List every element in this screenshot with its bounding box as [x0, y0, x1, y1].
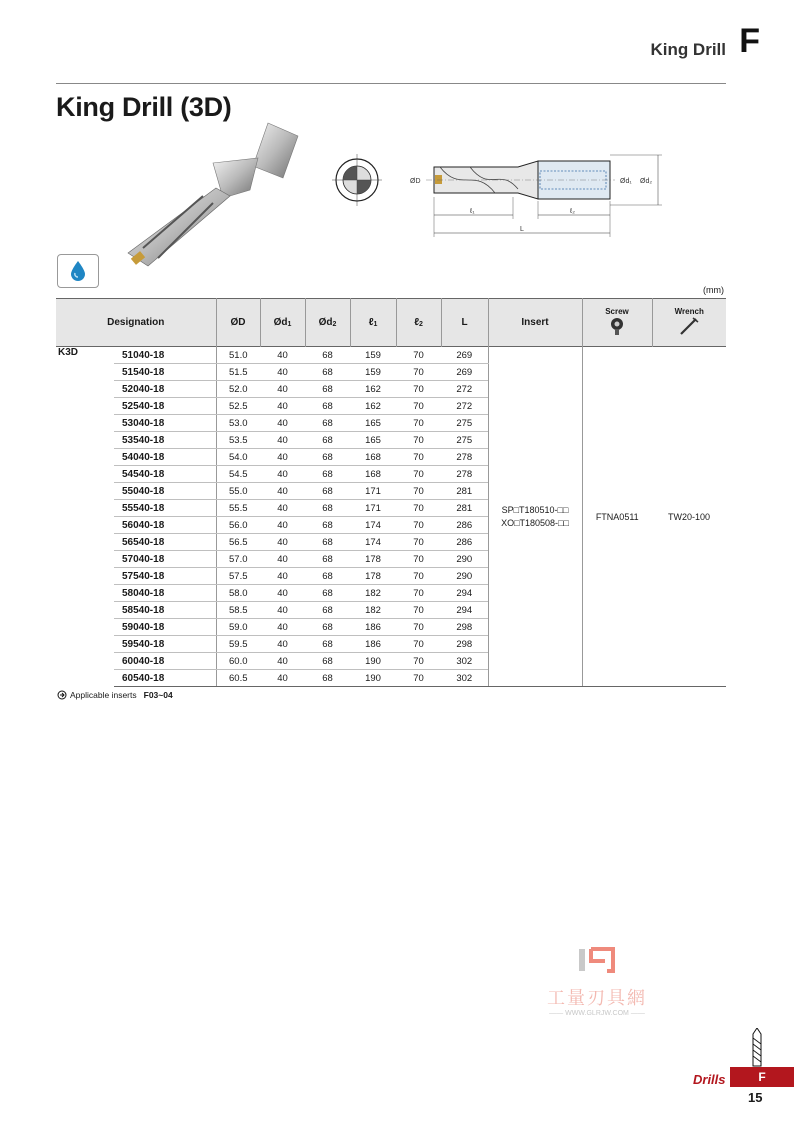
designation-cell: 56540-18 — [114, 534, 216, 551]
od-cell: 51.5 — [216, 364, 260, 381]
watermark-logo — [577, 945, 617, 975]
page-title: King Drill (3D) — [56, 92, 232, 122]
l1-cell: 182 — [350, 585, 396, 602]
drill-product-image — [118, 118, 308, 273]
od1-cell: 40 — [260, 517, 305, 534]
L-cell: 272 — [441, 398, 488, 415]
l1-cell: 186 — [350, 619, 396, 636]
L-cell: 278 — [441, 466, 488, 483]
coolant-through-badge — [57, 254, 99, 288]
l2-cell: 70 — [396, 568, 441, 585]
od2-cell: 68 — [305, 585, 350, 602]
od2-cell: 68 — [305, 500, 350, 517]
series-code: K3D — [58, 347, 79, 358]
l2-cell: 70 — [396, 347, 441, 364]
screw-label: Screw — [605, 306, 629, 316]
L-cell: 302 — [441, 653, 488, 670]
l1-cell: 190 — [350, 670, 396, 687]
L-cell: 294 — [441, 585, 488, 602]
l1-cell: 159 — [350, 347, 396, 364]
designation-cell: 53540-18 — [114, 432, 216, 449]
od2-cell: 68 — [305, 517, 350, 534]
designation-cell: 58040-18 — [114, 585, 216, 602]
page-number: 15 — [748, 1090, 763, 1105]
L-cell: 269 — [441, 364, 488, 381]
L-cell: 275 — [441, 415, 488, 432]
od2-cell: 68 — [305, 398, 350, 415]
header-l1: ℓ1 — [350, 299, 396, 347]
od-cell: 58.0 — [216, 585, 260, 602]
od-cell: 54.0 — [216, 449, 260, 466]
od-cell: 56.0 — [216, 517, 260, 534]
designation-cell: 59540-18 — [114, 636, 216, 653]
designation-cell: 57040-18 — [114, 551, 216, 568]
l1-cell: 190 — [350, 653, 396, 670]
dimension-diagram — [400, 145, 670, 240]
od1-cell: 40 — [260, 432, 305, 449]
od1-cell: 40 — [260, 381, 305, 398]
od-cell: 59.0 — [216, 619, 260, 636]
l1-cell: 171 — [350, 500, 396, 517]
note-text: Applicable inserts — [70, 690, 137, 700]
l2-cell: 70 — [396, 517, 441, 534]
od1-cell: 40 — [260, 500, 305, 517]
l2-cell: 70 — [396, 551, 441, 568]
l1-cell: 182 — [350, 602, 396, 619]
od1-label: Ød₁ — [620, 178, 632, 185]
L-cell: 281 — [441, 483, 488, 500]
watermark-url: —— WWW.GLRJW.COM —— — [549, 1010, 645, 1017]
od2-cell: 68 — [305, 466, 350, 483]
screw-cell: FTNA0511 — [582, 347, 652, 687]
arrow-circle-icon — [57, 690, 67, 700]
l2-label: ℓ₂ — [570, 208, 575, 215]
l2-cell: 70 — [396, 432, 441, 449]
table-header-row — [56, 299, 726, 347]
od-cell: 53.5 — [216, 432, 260, 449]
od2-cell: 68 — [305, 364, 350, 381]
watermark — [527, 945, 667, 1017]
header-l2: ℓ2 — [396, 299, 441, 347]
od-cell: 53.0 — [216, 415, 260, 432]
l1-cell: 171 — [350, 483, 396, 500]
note-ref[interactable]: F03~04 — [143, 690, 173, 700]
header-divider — [56, 83, 726, 84]
wrench-label: Wrench — [674, 306, 704, 316]
drill-bit-icon — [752, 1028, 762, 1068]
l1-cell: 178 — [350, 551, 396, 568]
L-cell: 298 — [441, 619, 488, 636]
designation-cell: 52040-18 — [114, 381, 216, 398]
footer-section-tab[interactable]: F — [730, 1067, 794, 1087]
od1-cell: 40 — [260, 670, 305, 687]
designation-cell: 53040-18 — [114, 415, 216, 432]
l2-cell: 70 — [396, 670, 441, 687]
od2-cell: 68 — [305, 381, 350, 398]
L-cell: 294 — [441, 602, 488, 619]
designation-cell: 56040-18 — [114, 517, 216, 534]
l2-cell: 70 — [396, 449, 441, 466]
od1-cell: 40 — [260, 619, 305, 636]
l1-label: ℓ₁ — [470, 208, 475, 215]
l2-cell: 70 — [396, 415, 441, 432]
designation-cell: 51040-18 — [114, 347, 216, 364]
od1-cell: 40 — [260, 568, 305, 585]
od-cell: 52.5 — [216, 398, 260, 415]
drill-end-view-diagram — [330, 150, 385, 210]
designation-cell: 58540-18 — [114, 602, 216, 619]
L-label: L — [520, 226, 524, 233]
L-cell: 286 — [441, 517, 488, 534]
od1-cell: 40 — [260, 483, 305, 500]
od-cell: 56.5 — [216, 534, 260, 551]
l1-cell: 162 — [350, 398, 396, 415]
l1-cell: 186 — [350, 636, 396, 653]
od-cell: 60.0 — [216, 653, 260, 670]
designation-cell: 55040-18 — [114, 483, 216, 500]
L-cell: 298 — [441, 636, 488, 653]
od-cell: 52.0 — [216, 381, 260, 398]
l2-cell: 70 — [396, 381, 441, 398]
l2-cell: 70 — [396, 483, 441, 500]
l1-cell: 165 — [350, 432, 396, 449]
section-letter: F — [739, 22, 760, 60]
L-cell: 278 — [441, 449, 488, 466]
insert-code: XO□T180508-□□ — [501, 518, 569, 528]
coolant-drop-icon — [70, 260, 86, 282]
l1-cell: 174 — [350, 517, 396, 534]
od-cell: 57.5 — [216, 568, 260, 585]
od1-cell: 40 — [260, 602, 305, 619]
od2-cell: 68 — [305, 347, 350, 364]
od1-cell: 40 — [260, 415, 305, 432]
l2-cell: 70 — [396, 466, 441, 483]
header-od1: Ød1 — [260, 299, 305, 347]
designation-cell: 51540-18 — [114, 364, 216, 381]
od2-label: Ød₂ — [640, 178, 653, 185]
L-cell: 290 — [441, 551, 488, 568]
designation-cell: 60540-18 — [114, 670, 216, 687]
od-cell: 58.5 — [216, 602, 260, 619]
od2-cell: 68 — [305, 483, 350, 500]
L-cell: 290 — [441, 568, 488, 585]
od1-cell: 40 — [260, 364, 305, 381]
screw-icon — [609, 316, 625, 336]
watermark-chinese: 工量刃具網 — [547, 988, 647, 1008]
od-cell: 57.0 — [216, 551, 260, 568]
l2-cell: 70 — [396, 619, 441, 636]
L-cell: 302 — [441, 670, 488, 687]
od1-cell: 40 — [260, 551, 305, 568]
l1-cell: 174 — [350, 534, 396, 551]
od1-cell: 40 — [260, 585, 305, 602]
l2-cell: 70 — [396, 602, 441, 619]
header-screw — [582, 299, 652, 347]
l1-cell: 168 — [350, 466, 396, 483]
od-cell: 55.5 — [216, 500, 260, 517]
header-L: L — [441, 299, 488, 347]
designation-cell: 54040-18 — [114, 449, 216, 466]
od2-cell: 68 — [305, 449, 350, 466]
header-wrench — [652, 299, 726, 347]
L-cell: 286 — [441, 534, 488, 551]
od1-cell: 40 — [260, 347, 305, 364]
od2-cell: 68 — [305, 534, 350, 551]
footer-section-label: Drills — [693, 1072, 726, 1087]
header-od: ØD — [216, 299, 260, 347]
l2-cell: 70 — [396, 585, 441, 602]
od2-cell: 68 — [305, 551, 350, 568]
L-cell: 275 — [441, 432, 488, 449]
header-insert: Insert — [488, 299, 582, 347]
od-cell: 51.0 — [216, 347, 260, 364]
wrench-icon — [678, 316, 700, 336]
l1-cell: 165 — [350, 415, 396, 432]
designation-cell: 59040-18 — [114, 619, 216, 636]
od2-cell: 68 — [305, 670, 350, 687]
designation-cell: 57540-18 — [114, 568, 216, 585]
od2-cell: 68 — [305, 653, 350, 670]
l1-cell: 178 — [350, 568, 396, 585]
designation-cell: 60040-18 — [114, 653, 216, 670]
od-cell: 60.5 — [216, 670, 260, 687]
wrench-cell: TW20-100 — [652, 347, 726, 687]
od2-cell: 68 — [305, 415, 350, 432]
l2-cell: 70 — [396, 653, 441, 670]
unit-label: (mm) — [703, 285, 724, 295]
designation-cell: 55540-18 — [114, 500, 216, 517]
spec-table — [56, 298, 726, 687]
od1-cell: 40 — [260, 466, 305, 483]
designation-cell: 54540-18 — [114, 466, 216, 483]
applicable-inserts-note — [57, 690, 173, 700]
l1-cell: 159 — [350, 364, 396, 381]
od1-cell: 40 — [260, 636, 305, 653]
od-cell: 59.5 — [216, 636, 260, 653]
table-row — [56, 347, 726, 364]
od2-cell: 68 — [305, 568, 350, 585]
L-cell: 272 — [441, 381, 488, 398]
insert-code: SP□T180510-□□ — [501, 505, 569, 515]
od1-cell: 40 — [260, 534, 305, 551]
l2-cell: 70 — [396, 636, 441, 653]
l1-cell: 168 — [350, 449, 396, 466]
header-od2: Ød2 — [305, 299, 350, 347]
designation-cell: 52540-18 — [114, 398, 216, 415]
od-cell: 55.0 — [216, 483, 260, 500]
od2-cell: 68 — [305, 619, 350, 636]
od1-cell: 40 — [260, 653, 305, 670]
section-title: King Drill — [650, 40, 726, 59]
L-cell: 281 — [441, 500, 488, 517]
l2-cell: 70 — [396, 364, 441, 381]
insert-cell — [488, 347, 582, 687]
od2-cell: 68 — [305, 636, 350, 653]
od1-cell: 40 — [260, 398, 305, 415]
od-cell: 54.5 — [216, 466, 260, 483]
header-designation: Designation — [56, 299, 216, 347]
od2-cell: 68 — [305, 602, 350, 619]
l2-cell: 70 — [396, 534, 441, 551]
l2-cell: 70 — [396, 500, 441, 517]
L-cell: 269 — [441, 347, 488, 364]
od1-cell: 40 — [260, 449, 305, 466]
od2-cell: 68 — [305, 432, 350, 449]
od-label: ØD — [410, 178, 421, 185]
l1-cell: 162 — [350, 381, 396, 398]
l2-cell: 70 — [396, 398, 441, 415]
